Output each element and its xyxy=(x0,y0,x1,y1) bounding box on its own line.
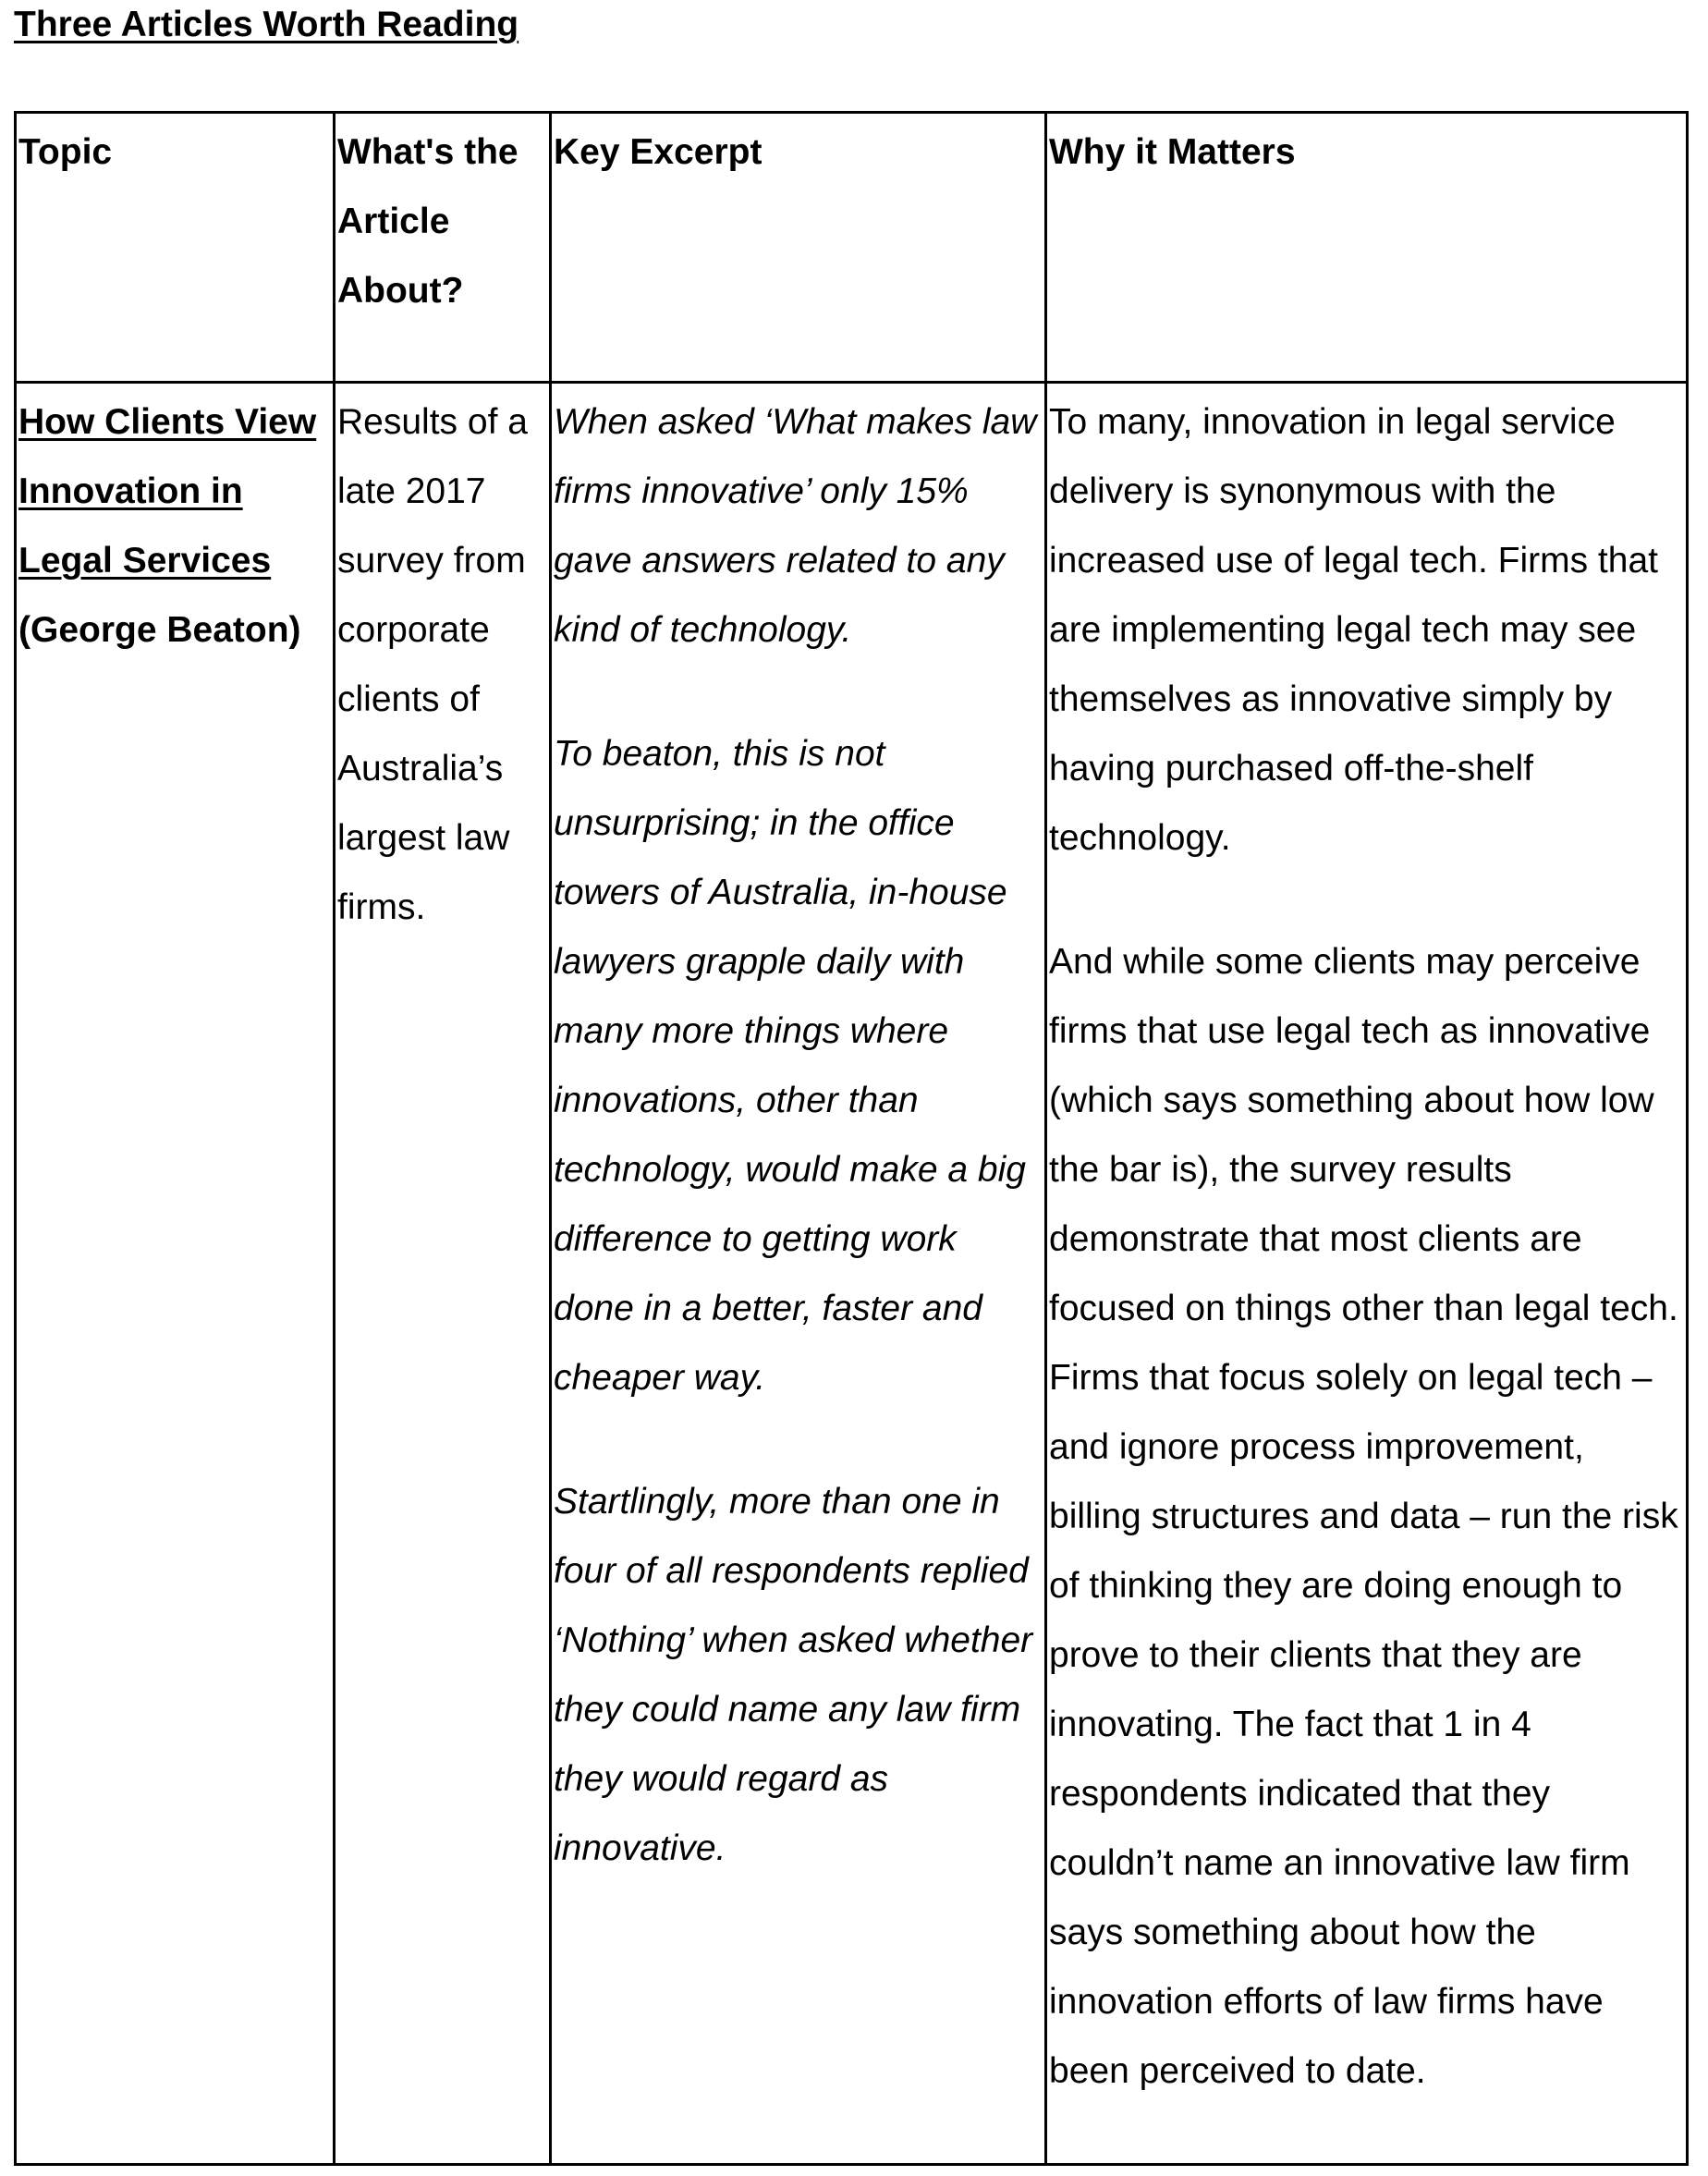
topic-cell xyxy=(16,383,335,2165)
column-header-topic: Topic xyxy=(16,113,335,383)
why-it-matters-cell xyxy=(1046,383,1688,2165)
column-header-why: Why it Matters xyxy=(1046,113,1688,383)
why-paragraph: And while some clients may perceive firms that use legal tech as innovative (which says something about how low the bar is), the survey results demonstrate that most clients are focused on things other than legal tech. Firms that focus solely on legal tech – and ignore process improvement, billing structures and data – run the risk of thinking they are doing enough to prove to their clients that they are innovating. The fact that 1 in 4 respondents indicated that they couldn’t name an innovative law firm says something about how the innovation efforts of law firms have been perceived to date. xyxy=(1049,942,1678,2091)
page-title: Three Articles Worth Reading xyxy=(14,5,519,44)
column-header-about: What's the Article About? xyxy=(335,113,551,383)
about-cell: Results of a late 2017 survey from corporate clients of Australia’s largest law firms. xyxy=(335,383,551,2165)
why-paragraph: To many, innovation in legal service delivery is synonymous with the increased use of legal tech. Firms that are implementing legal tech may see themselves as innovative simply by having purchased off-the-shelf technology. xyxy=(1049,402,1658,858)
excerpt-cell xyxy=(551,383,1046,2165)
table-header-row xyxy=(16,113,1688,383)
excerpt-paragraph: When asked ‘What makes law firms innovative’ only 15% gave answers related to any kind of technology. xyxy=(554,402,1037,650)
articles-table xyxy=(14,111,1689,2166)
table-row xyxy=(16,383,1688,2165)
article-link[interactable]: How Clients View Innovation in Legal Services xyxy=(18,402,317,581)
excerpt-paragraph: Startlingly, more than one in four of all respondents replied ‘Nothing’ when asked whether they could name any law firm they would regard as innovative. xyxy=(554,1482,1033,1868)
column-header-excerpt: Key Excerpt xyxy=(551,113,1046,383)
excerpt-paragraph: To beaton, this is not unsurprising; in the office towers of Australia, in-house lawyers grapple daily with many more things where innovations, other than technology, would make a big difference to getting work done in a better, faster and cheaper way. xyxy=(554,734,1026,1398)
article-author: (George Beaton) xyxy=(18,610,301,650)
